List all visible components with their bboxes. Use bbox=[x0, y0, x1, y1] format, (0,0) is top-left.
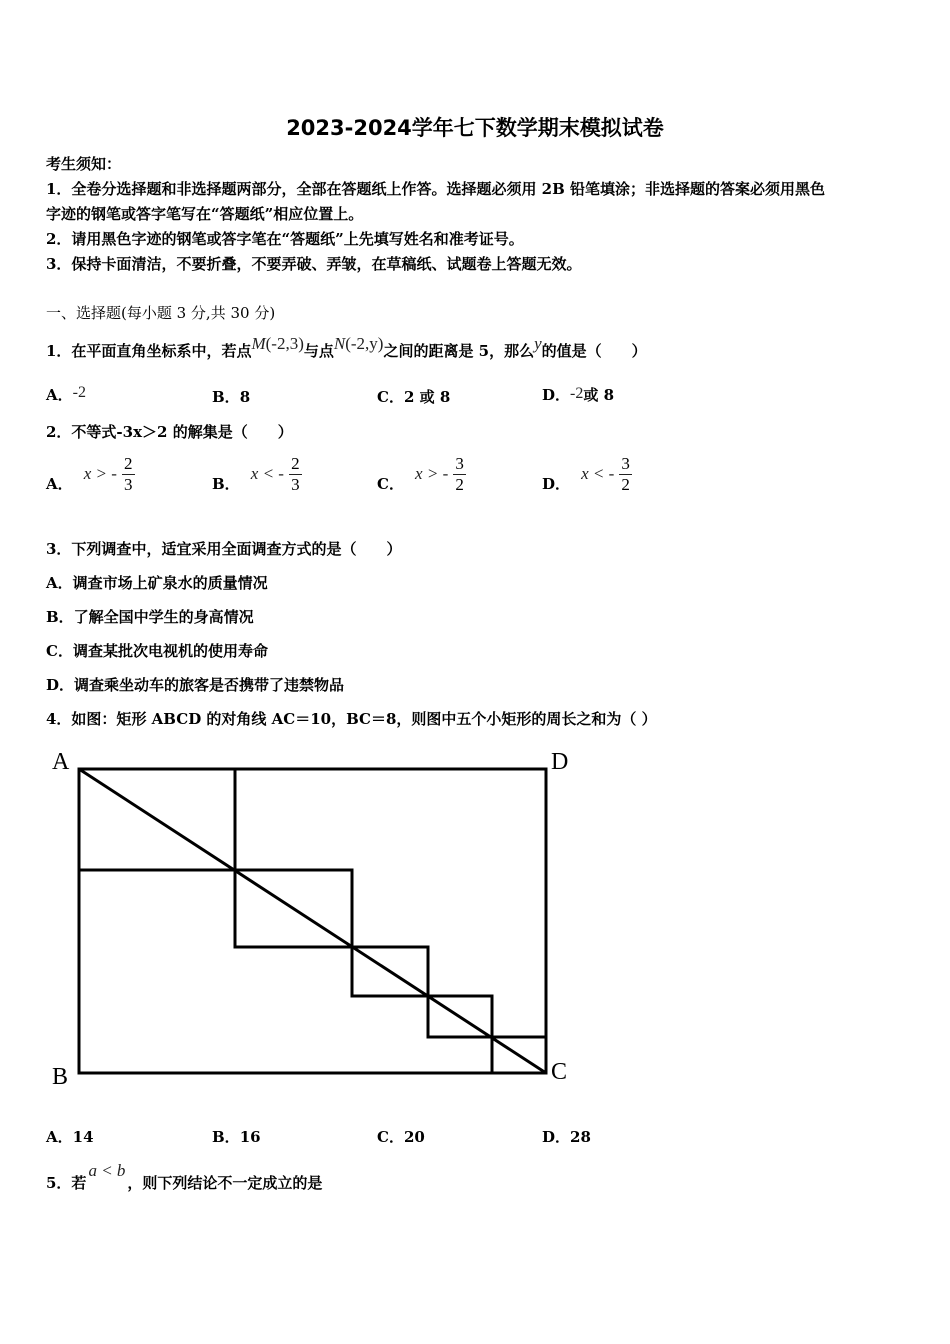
q4-option-d[interactable]: D．28 bbox=[542, 1128, 591, 1146]
question-2-stem: 2．不等式-3x＞2 的解集是（ ） bbox=[46, 423, 293, 441]
q2-d-fraction: $\frac{3}{2}$ bbox=[621, 454, 630, 494]
vertex-label-d: D bbox=[551, 749, 569, 775]
q2-option-c[interactable]: C． x > - $\frac{3}{2}$ bbox=[377, 454, 464, 494]
notice-item-1: 1．全卷分选择题和非选择题两部分，全部在答题纸上作答。选择题必须用 2B 铅笔填涂；非选择题的答案必须用黑色 bbox=[46, 180, 826, 198]
question-4-stem: 4．如图：矩形 ABCD 的对角线 AC＝10，BC＝8，则图中五个小矩形的周长之和为（ ） bbox=[46, 710, 657, 728]
q1-suffix-2: 的值是（ ） bbox=[541, 342, 647, 360]
diagonal-ac bbox=[79, 769, 546, 1073]
notice-item-3: 3．保持卡面清洁，不要折叠，不要弄破、弄皱，在草稿纸、试题卷上答题无效。 bbox=[46, 255, 582, 273]
q1-option-d[interactable]: D．-2或 8 bbox=[542, 385, 615, 404]
q3-option-d[interactable]: D．调查乘坐动车的旅客是否携带了违禁物品 bbox=[46, 676, 345, 694]
notice-heading: 考生须知： bbox=[46, 155, 122, 173]
q5-suffix: ，则下列结论不一定成立的是 bbox=[127, 1174, 323, 1192]
q1-option-c[interactable]: C．2 或 8 bbox=[377, 388, 451, 406]
notice-item-1-cont: 字迹的钢笔或答字笔写在“答题纸”相应位置上。 bbox=[46, 205, 364, 223]
vertex-label-c: C bbox=[551, 1059, 568, 1085]
q5-prefix: 5．若 bbox=[46, 1174, 87, 1192]
q1-point-n: N bbox=[333, 334, 346, 353]
q3-option-c[interactable]: C．调查某批次电视机的使用寿命 bbox=[46, 642, 268, 660]
q2-option-d[interactable]: D． x < - $\frac{3}{2}$ bbox=[542, 454, 630, 494]
q1-prefix: 1．在平面直角坐标系中，若点 bbox=[46, 342, 252, 360]
q2-a-fraction: $\frac{2}{3}$ bbox=[124, 454, 133, 494]
q1-var-y: y bbox=[534, 334, 542, 353]
q1-coords-m: (-2,3) bbox=[265, 334, 304, 353]
q1-coords-n: (-2,y) bbox=[345, 334, 384, 353]
q1-suffix-1: 之间的距离是 5，那么 bbox=[383, 342, 535, 360]
q4-option-a[interactable]: A．14 bbox=[46, 1128, 94, 1146]
q2-b-fraction: $\frac{2}{3}$ bbox=[291, 454, 300, 494]
question-3-stem: 3．下列调查中，适宜采用全面调查方式的是（ ） bbox=[46, 540, 402, 558]
notice-item-2: 2．请用黑色字迹的钢笔或答字笔在“答题纸”上先填写姓名和准考证号。 bbox=[46, 230, 524, 248]
q5-condition: a < b bbox=[88, 1161, 126, 1180]
page-title: 2023-2024学年七下数学期末模拟试卷 bbox=[286, 116, 664, 140]
q4-option-b[interactable]: B．16 bbox=[212, 1128, 261, 1146]
q2-option-a[interactable]: A． x > - $\frac{2}{3}$ bbox=[46, 454, 133, 494]
q4-option-c[interactable]: C．20 bbox=[377, 1128, 425, 1146]
vertex-label-a: A bbox=[52, 749, 70, 775]
q1-option-a[interactable]: A．-2 bbox=[46, 384, 86, 404]
q3-option-b[interactable]: B．了解全国中学生的身高情况 bbox=[46, 608, 254, 626]
q1-point-m: M bbox=[251, 334, 266, 353]
vertex-label-b: B bbox=[52, 1064, 69, 1090]
q2-c-fraction: $\frac{3}{2}$ bbox=[455, 454, 464, 494]
q1-mid: 与点 bbox=[303, 342, 334, 360]
question-5-stem bbox=[46, 1161, 323, 1193]
q1-option-b[interactable]: B．8 bbox=[212, 388, 251, 406]
q2-option-b[interactable]: B． x < - $\frac{2}{3}$ bbox=[212, 454, 300, 494]
section-heading: 一、选择题(每小题 3 分,共 30 分) bbox=[46, 304, 276, 322]
q3-option-a[interactable]: A．调查市场上矿泉水的质量情况 bbox=[46, 574, 268, 592]
